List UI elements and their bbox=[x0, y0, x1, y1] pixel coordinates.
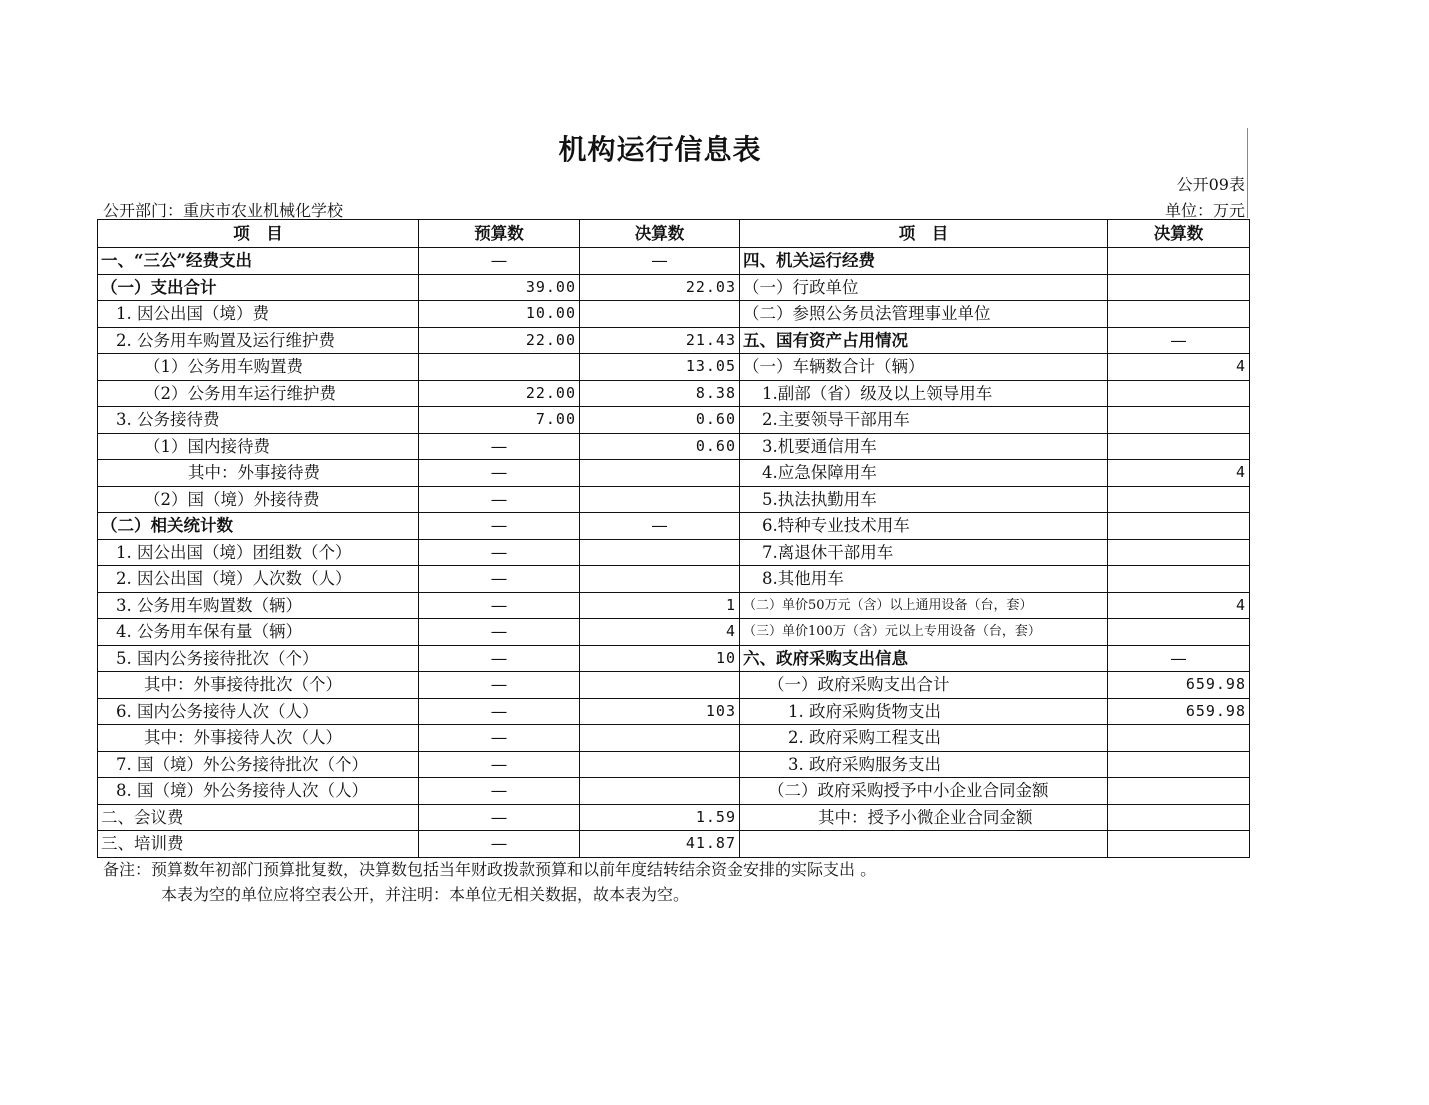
row-label: （一）支出合计 bbox=[98, 274, 419, 301]
final-cell: 103 bbox=[580, 698, 740, 725]
budget-cell: 22.00 bbox=[419, 327, 580, 354]
budget-cell: — bbox=[419, 619, 580, 646]
row-label: 三、培训费 bbox=[98, 831, 419, 858]
final-cell: 13.05 bbox=[580, 354, 740, 381]
right-label: 3. 政府采购服务支出 bbox=[740, 751, 1108, 778]
header-final2: 决算数 bbox=[1108, 220, 1250, 248]
right-value bbox=[1108, 274, 1250, 301]
header-budget: 预算数 bbox=[419, 220, 580, 248]
right-value bbox=[1108, 301, 1250, 328]
final-cell: 41.87 bbox=[580, 831, 740, 858]
final-cell bbox=[580, 672, 740, 699]
budget-cell: — bbox=[419, 486, 580, 513]
budget-cell: — bbox=[419, 698, 580, 725]
unit-label: 单位：万元 bbox=[1164, 201, 1245, 220]
right-label: （一）行政单位 bbox=[740, 274, 1108, 301]
table-row bbox=[98, 486, 1250, 513]
right-value bbox=[1108, 725, 1250, 752]
row-label: 2. 公务用车购置及运行维护费 bbox=[98, 327, 419, 354]
table-row bbox=[98, 672, 1250, 699]
header-final: 决算数 bbox=[580, 220, 740, 248]
department-label: 公开部门：重庆市农业机械化学校 bbox=[103, 201, 344, 220]
right-label: 1.副部（省）级及以上领导用车 bbox=[740, 380, 1108, 407]
right-label: 4.应急保障用车 bbox=[740, 460, 1108, 487]
right-label: （二）政府采购授予中小企业合同金额 bbox=[740, 778, 1108, 805]
budget-cell: 39.00 bbox=[419, 274, 580, 301]
row-label: 其中：外事接待批次（个） bbox=[98, 672, 419, 699]
row-label: 1. 因公出国（境）团组数（个） bbox=[98, 539, 419, 566]
right-label: （二）参照公务员法管理事业单位 bbox=[740, 301, 1108, 328]
right-value bbox=[1108, 407, 1250, 434]
final-cell: 1.59 bbox=[580, 804, 740, 831]
info-table bbox=[97, 219, 1250, 858]
table-row bbox=[98, 645, 1250, 672]
budget-cell: — bbox=[419, 645, 580, 672]
right-value bbox=[1108, 486, 1250, 513]
budget-cell: 7.00 bbox=[419, 407, 580, 434]
table-row bbox=[98, 433, 1250, 460]
right-value: — bbox=[1108, 645, 1250, 672]
final-cell bbox=[580, 486, 740, 513]
right-label: 8.其他用车 bbox=[740, 566, 1108, 593]
notes bbox=[103, 857, 876, 907]
table-row bbox=[98, 380, 1250, 407]
right-value bbox=[1108, 751, 1250, 778]
right-value bbox=[1108, 566, 1250, 593]
right-label: （一）政府采购支出合计 bbox=[740, 672, 1108, 699]
right-value: 659.98 bbox=[1108, 698, 1250, 725]
final-cell bbox=[580, 751, 740, 778]
row-label: （2）公务用车运行维护费 bbox=[98, 380, 419, 407]
table-row bbox=[98, 778, 1250, 805]
table-row bbox=[98, 301, 1250, 328]
right-value bbox=[1108, 380, 1250, 407]
right-label: （一）车辆数合计（辆） bbox=[740, 354, 1108, 381]
table-row bbox=[98, 274, 1250, 301]
table-row bbox=[98, 698, 1250, 725]
divider bbox=[1247, 128, 1248, 218]
right-label: 2.主要领导干部用车 bbox=[740, 407, 1108, 434]
note-line: 备注：预算数年初部门预算批复数，决算数包括当年财政拨款预算和以前年度结转结余资金安排的实际支出 。 bbox=[103, 860, 877, 879]
budget-cell: — bbox=[419, 539, 580, 566]
budget-cell: — bbox=[419, 725, 580, 752]
row-label: 8. 国（境）外公务接待人次（人） bbox=[98, 778, 419, 805]
budget-cell: — bbox=[419, 804, 580, 831]
row-label: 3. 公务接待费 bbox=[98, 407, 419, 434]
row-label: 4. 公务用车保有量（辆） bbox=[98, 619, 419, 646]
table-row bbox=[98, 354, 1250, 381]
table-row bbox=[98, 804, 1250, 831]
right-value bbox=[1108, 831, 1250, 858]
budget-cell: — bbox=[419, 751, 580, 778]
final-cell: — bbox=[580, 513, 740, 540]
budget-cell: 22.00 bbox=[419, 380, 580, 407]
table-row bbox=[98, 460, 1250, 487]
page-title: 机构运行信息表 bbox=[558, 133, 762, 166]
table-row bbox=[98, 831, 1250, 858]
budget-cell bbox=[419, 354, 580, 381]
right-label bbox=[740, 831, 1108, 858]
final-cell bbox=[580, 778, 740, 805]
final-cell bbox=[580, 460, 740, 487]
right-label: 3.机要通信用车 bbox=[740, 433, 1108, 460]
right-label: 五、国有资产占用情况 bbox=[740, 327, 1108, 354]
right-value: 4 bbox=[1108, 592, 1250, 619]
right-value bbox=[1108, 433, 1250, 460]
form-number: 公开09表 bbox=[1176, 175, 1245, 194]
right-label: （三）单价100万（含）元以上专用设备（台，套） bbox=[740, 619, 1108, 646]
right-label: 2. 政府采购工程支出 bbox=[740, 725, 1108, 752]
note-line: 本表为空的单位应将空表公开，并注明：本单位无相关数据，故本表为空。 bbox=[161, 885, 690, 904]
right-label: 5.执法执勤用车 bbox=[740, 486, 1108, 513]
row-label: 1. 因公出国（境）费 bbox=[98, 301, 419, 328]
final-cell: 4 bbox=[580, 619, 740, 646]
final-cell: 0.60 bbox=[580, 407, 740, 434]
table-row bbox=[98, 513, 1250, 540]
final-cell bbox=[580, 301, 740, 328]
row-label: （1）公务用车购置费 bbox=[98, 354, 419, 381]
budget-cell: — bbox=[419, 831, 580, 858]
budget-cell: — bbox=[419, 248, 580, 275]
right-label: （二）单价50万元（含）以上通用设备（台，套） bbox=[740, 592, 1108, 619]
right-label: 7.离退休干部用车 bbox=[740, 539, 1108, 566]
row-label: 其中：外事接待人次（人） bbox=[98, 725, 419, 752]
final-cell: 22.03 bbox=[580, 274, 740, 301]
final-cell bbox=[580, 566, 740, 593]
header-item2: 项 目 bbox=[740, 220, 1108, 248]
table-row bbox=[98, 725, 1250, 752]
row-label: 6. 国内公务接待人次（人） bbox=[98, 698, 419, 725]
right-value bbox=[1108, 619, 1250, 646]
row-label: 3. 公务用车购置数（辆） bbox=[98, 592, 419, 619]
right-value: 4 bbox=[1108, 460, 1250, 487]
row-label: 二、会议费 bbox=[98, 804, 419, 831]
budget-cell: — bbox=[419, 513, 580, 540]
right-value bbox=[1108, 248, 1250, 275]
row-label: （二）相关统计数 bbox=[98, 513, 419, 540]
table-row bbox=[98, 751, 1250, 778]
table-row bbox=[98, 327, 1250, 354]
table-header-row bbox=[98, 220, 1250, 248]
row-label: （2）国（境）外接待费 bbox=[98, 486, 419, 513]
row-label: 一、“三公”经费支出 bbox=[98, 248, 419, 275]
budget-cell: — bbox=[419, 566, 580, 593]
right-label: 其中：授予小微企业合同金额 bbox=[740, 804, 1108, 831]
final-cell: 8.38 bbox=[580, 380, 740, 407]
budget-cell: — bbox=[419, 778, 580, 805]
final-cell: — bbox=[580, 248, 740, 275]
final-cell: 1 bbox=[580, 592, 740, 619]
table-row bbox=[98, 619, 1250, 646]
final-cell bbox=[580, 539, 740, 566]
budget-cell: 10.00 bbox=[419, 301, 580, 328]
table-row bbox=[98, 407, 1250, 434]
row-label: 2. 因公出国（境）人次数（人） bbox=[98, 566, 419, 593]
right-label: 1. 政府采购货物支出 bbox=[740, 698, 1108, 725]
row-label: 其中：外事接待费 bbox=[98, 460, 419, 487]
table-row bbox=[98, 592, 1250, 619]
budget-cell: — bbox=[419, 592, 580, 619]
header-item: 项 目 bbox=[98, 220, 419, 248]
right-value: — bbox=[1108, 327, 1250, 354]
row-label: 7. 国（境）外公务接待批次（个） bbox=[98, 751, 419, 778]
final-cell: 0.60 bbox=[580, 433, 740, 460]
right-value bbox=[1108, 804, 1250, 831]
row-label: （1）国内接待费 bbox=[98, 433, 419, 460]
final-cell: 21.43 bbox=[580, 327, 740, 354]
budget-cell: — bbox=[419, 433, 580, 460]
right-value: 659.98 bbox=[1108, 672, 1250, 699]
budget-cell: — bbox=[419, 672, 580, 699]
table-row bbox=[98, 566, 1250, 593]
row-label: 5. 国内公务接待批次（个） bbox=[98, 645, 419, 672]
right-label: 四、机关运行经费 bbox=[740, 248, 1108, 275]
right-value bbox=[1108, 513, 1250, 540]
right-label: 六、政府采购支出信息 bbox=[740, 645, 1108, 672]
right-value: 4 bbox=[1108, 354, 1250, 381]
right-value bbox=[1108, 539, 1250, 566]
budget-cell: — bbox=[419, 460, 580, 487]
final-cell bbox=[580, 725, 740, 752]
right-label: 6.特种专业技术用车 bbox=[740, 513, 1108, 540]
table-row bbox=[98, 248, 1250, 275]
right-value bbox=[1108, 778, 1250, 805]
final-cell: 10 bbox=[580, 645, 740, 672]
table-row bbox=[98, 539, 1250, 566]
